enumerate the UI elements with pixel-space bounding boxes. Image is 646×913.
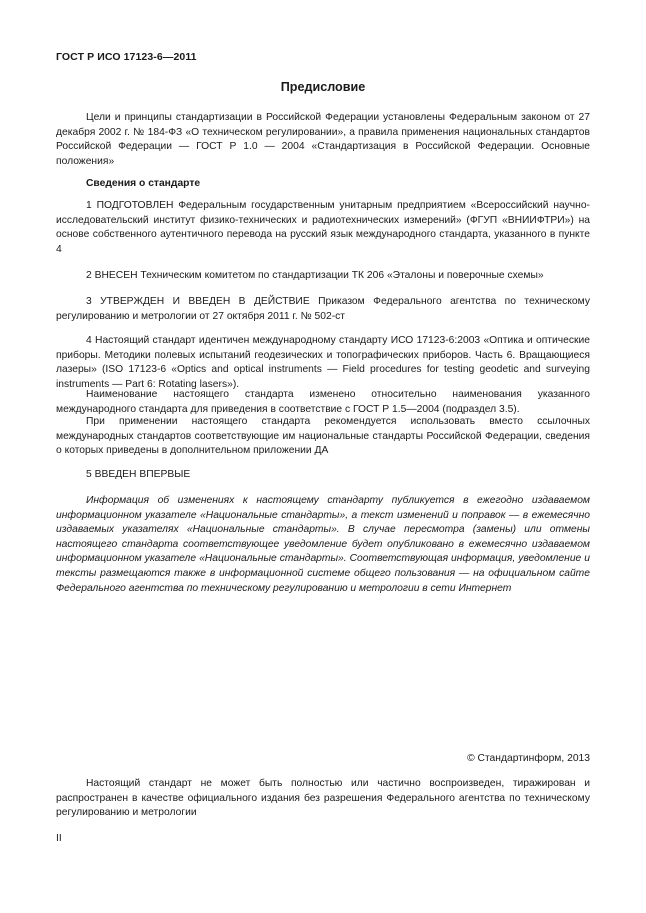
page-number: II	[56, 833, 62, 844]
item-1-prepared: 1 ПОДГОТОВЛЕН Федеральным государственным унитарным предприятием «Всероссийский научно-исследовательский институт физико-технических и радиотехнических измерений» (ФГУП «ВНИИФТРИ») на основе собственного аутентичного перевода на русский язык международного стандарта, указанного в пункте 4	[56, 200, 590, 255]
standard-id-header: ГОСТ Р ИСО 17123-6—2011	[56, 51, 197, 63]
changes-info-paragraph: Информация об изменениях к настоящему стандарту публикуется в ежегодно издаваемом информационном указателе «Национальные стандарты», а текст изменений и поправок — в ежемесячно издаваемых указателях «Национальные стандарты». В случае пересмотра (замены) или отмены настоящего стандарта соответствующее уведомление будет опубликовано в ежемесячно издаваемом информационном указателе «Национальные стандарты». Соответствующая информация, уведомление и тексты размещаются также в информационной системе общего пользования — на официальном сайте Федерального агентства по техническому регулированию и метрологии в сети Интернет	[56, 495, 590, 594]
item-2-submitted: 2 ВНЕСЕН Техническим комитетом по стандартизации ТК 206 «Эталоны и поверочные схемы»	[86, 270, 544, 281]
item-5-introduced: 5 ВВЕДЕН ВПЕРВЫЕ	[86, 469, 191, 480]
preface-title: Предисловие	[280, 80, 366, 94]
preface-intro-paragraph: Цели и принципы стандартизации в Российской Федерации установлены Федеральным законом от 27 декабря 2002 г. № 184-ФЗ «О техническом регулировании», а правила применения национальных стандартов Российской Федерации — ГОСТ Р 1.0 — 2004 «Стандартизация в Российской Федерации. Основные положения»	[56, 112, 590, 167]
item-4-identical: 4 Настоящий стандарт идентичен международному стандарту ИСО 17123-6:2003 «Оптика и оптические приборы. Методики полевых испытаний геодезических и топографических приборов. Часть 6. Вращающиеся лазеры» (ISO 17123-6 «Optics and optical instruments — Field procedures for testing geodetic and surveying instruments — Part 6: Rotating lasers»).	[56, 335, 590, 390]
item-4-title-note: Наименование настоящего стандарта изменено относительно наименования указанного международного стандарта для приведения в соответствие с ГОСТ Р 1.5—2004 (подраздел 3.5).	[56, 389, 590, 415]
item-3-approved: 3 УТВЕРЖДЕН И ВВЕДЕН В ДЕЙСТВИЕ Приказом Федерального агентства по техническому регулированию и метрологии от 27 октября 2011 г. № 502-ст	[56, 296, 590, 322]
standard-info-heading: Сведения о стандарте	[86, 178, 201, 189]
reproduction-notice: Настоящий стандарт не может быть полностью или частично воспроизведен, тиражирован и распространен в качестве официального издания без разрешения Федерального агентства по техническому регулированию и метрологии	[56, 778, 590, 819]
item-4-references-note: При применении настоящего стандарта рекомендуется использовать вместо ссылочных международных стандартов соответствующие им национальные стандарты Российской Федерации, сведения о которых приведены в дополнительном приложении ДА	[56, 416, 590, 457]
copyright-notice: © Стандартинформ, 2013	[467, 753, 590, 764]
